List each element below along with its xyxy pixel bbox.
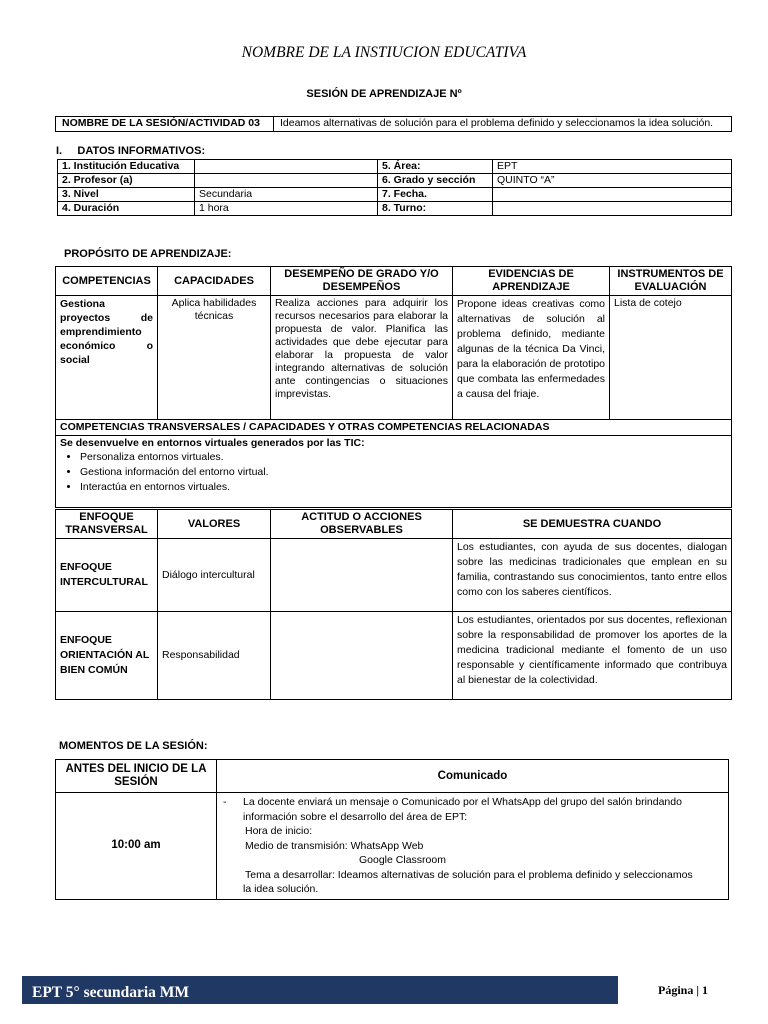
momentos-message: [223, 795, 722, 810]
instrumento-cell: Lista de cotejo: [610, 296, 732, 420]
datos-value: EPT: [493, 160, 732, 174]
enfoque-name: ENFOQUE INTERCULTURAL: [56, 539, 158, 612]
proposito-table: [55, 266, 732, 508]
enfoques-table: [55, 509, 732, 700]
datos-label: 3. Nivel: [58, 188, 195, 202]
momentos-line: información sobre el desarrollo del área de EPT:: [243, 810, 468, 823]
datos-label: 7. Fecha.: [378, 188, 493, 202]
header-competencias: COMPETENCIAS: [56, 267, 158, 296]
momentos-col2-header: Comunicado: [217, 760, 729, 793]
momentos-line: Medio de transmisión: WhatsApp Web: [245, 839, 424, 852]
enfoque-actitud: [271, 612, 453, 700]
enfoque-actitud: [271, 539, 453, 612]
capacidad-cell: Aplica habilidades técnicas: [158, 296, 271, 420]
datos-value: [195, 174, 378, 188]
tic-heading: Se desenvuelve en entornos virtuales generados por las TIC:: [60, 437, 365, 449]
momentos-line: la idea solución.: [243, 883, 319, 895]
momentos-table: [55, 759, 729, 900]
tic-item: • Personaliza entornos virtuales.: [80, 450, 727, 465]
tic-item: • Interactúa en entornos virtuales.: [80, 480, 727, 495]
momentos-time: 10:00 am: [56, 793, 217, 900]
datos-value: [493, 202, 732, 216]
datos-label: 2. Profesor (a): [58, 174, 195, 188]
footer-label: EPT 5° secundaria MM: [32, 984, 190, 1001]
momentos-line: Tema a desarrollar: Ideamos alternativas de solución para el problema definido y seleccionamos: [245, 868, 693, 881]
enfoque-demuestra: Los estudiantes, con ayuda de sus docentes, dialogan sobre las medicinas tradicionales que emplean en su familia, contrastando sus conocimientos, tanto entre ellos como con los saberes científicos.: [453, 539, 732, 612]
enfoque-valor: Diálogo intercultural: [158, 539, 271, 612]
session-table: [55, 116, 732, 132]
header-valores: VALORES: [158, 510, 271, 539]
enfoque-demuestra: Los estudiantes, orientados por sus docentes, reflexionan sobre la responsabilidad de promover los aportes de la medicina tradicional mediante el fomento de un uso responsable y científicamente informado que contribuya al bienestar de la colectividad.: [453, 612, 732, 700]
institution-title: NOMBRE DE LA INSTIUCION EDUCATIVA: [241, 44, 527, 61]
datos-label: 1. Institución Educativa: [58, 160, 195, 174]
momentos-line: La docente enviará un mensaje o Comunicado por el WhatsApp del grupo del salón brindando: [243, 796, 682, 808]
datos-value: 1 hora: [195, 202, 378, 216]
desempeno-cell: Realiza acciones para adquirir los recursos necesarios para elaborar la propuesta de valor. Planifica las actividades que debe ejecutar para elaborar la propuesta de valor integrando alternativas de solución ante contingencias o situaciones imprevistas.: [271, 296, 453, 420]
tic-cell: [56, 436, 732, 508]
momentos-content: [217, 793, 729, 900]
evidencia-cell: Propone ideas creativas como alternativas de solución al problema definido, mediante algunas de la técnica Da Vinci, para la elaboración de prototipo que combata las enfermedades a causa del friaje.: [453, 296, 610, 420]
header-actitud: ACTITUD O ACCIONES OBSERVABLES: [271, 510, 453, 539]
momentos-col1-header: ANTES DEL INICIO DE LA SESIÓN: [56, 760, 217, 793]
header-enfoque: ENFOQUE TRANSVERSAL: [56, 510, 158, 539]
enfoque-name: ENFOQUE ORIENTACIÓN AL BIEN COMÚN: [56, 612, 158, 700]
tic-item: • Gestiona información del entorno virtual.: [80, 465, 727, 480]
page-number: Página | 1: [658, 983, 708, 997]
momentos-line: Google Classroom: [359, 854, 446, 866]
footer-bar: [22, 976, 618, 1004]
header-evidencias: EVIDENCIAS DE APRENDIZAJE: [453, 267, 610, 296]
datos-label: 5. Área:: [378, 160, 493, 174]
momentos-dash: -: [223, 796, 227, 808]
session-value: Ideamos alternativas de solución para el problema definido y seleccionamos la idea solución.: [274, 117, 732, 132]
tic-list: [60, 450, 727, 495]
header-capacidades: CAPACIDADES: [158, 267, 271, 296]
datos-label: 4. Duración: [58, 202, 195, 216]
datos-label: 8. Turno:: [378, 202, 493, 216]
session-heading: SESIÓN DE APRENDIZAJE Nº: [306, 88, 462, 100]
enfoque-valor: Responsabilidad: [158, 612, 271, 700]
datos-value: QUINTO “A”: [493, 174, 732, 188]
momentos-heading: MOMENTOS DE LA SESIÓN:: [59, 740, 208, 752]
datos-table: [57, 159, 732, 216]
header-desempeno: DESEMPEÑO DE GRADO Y/O DESEMPEÑOS: [271, 267, 453, 296]
header-demuestra: SE DEMUESTRA CUANDO: [453, 510, 732, 539]
session-label: NOMBRE DE LA SESIÓN/ACTIVIDAD 03: [56, 117, 274, 132]
competencia-cell: Gestiona proyectos de emprendimiento económico o social: [56, 296, 158, 420]
datos-value: [493, 188, 732, 202]
header-instrumentos: INSTRUMENTOS DE EVALUACIÓN: [610, 267, 732, 296]
datos-value: Secundaria: [195, 188, 378, 202]
momentos-line: Hora de inicio:: [245, 825, 313, 837]
proposito-heading: PROPÓSITO DE APRENDIZAJE:: [64, 248, 232, 260]
datos-label: 6. Grado y sección: [378, 174, 493, 188]
datos-value: [195, 160, 378, 174]
transversales-heading: COMPETENCIAS TRANSVERSALES / CAPACIDADES Y OTRAS COMPETENCIAS RELACIONADAS: [56, 420, 732, 436]
datos-heading: I. DATOS INFORMATIVOS:: [56, 145, 206, 157]
